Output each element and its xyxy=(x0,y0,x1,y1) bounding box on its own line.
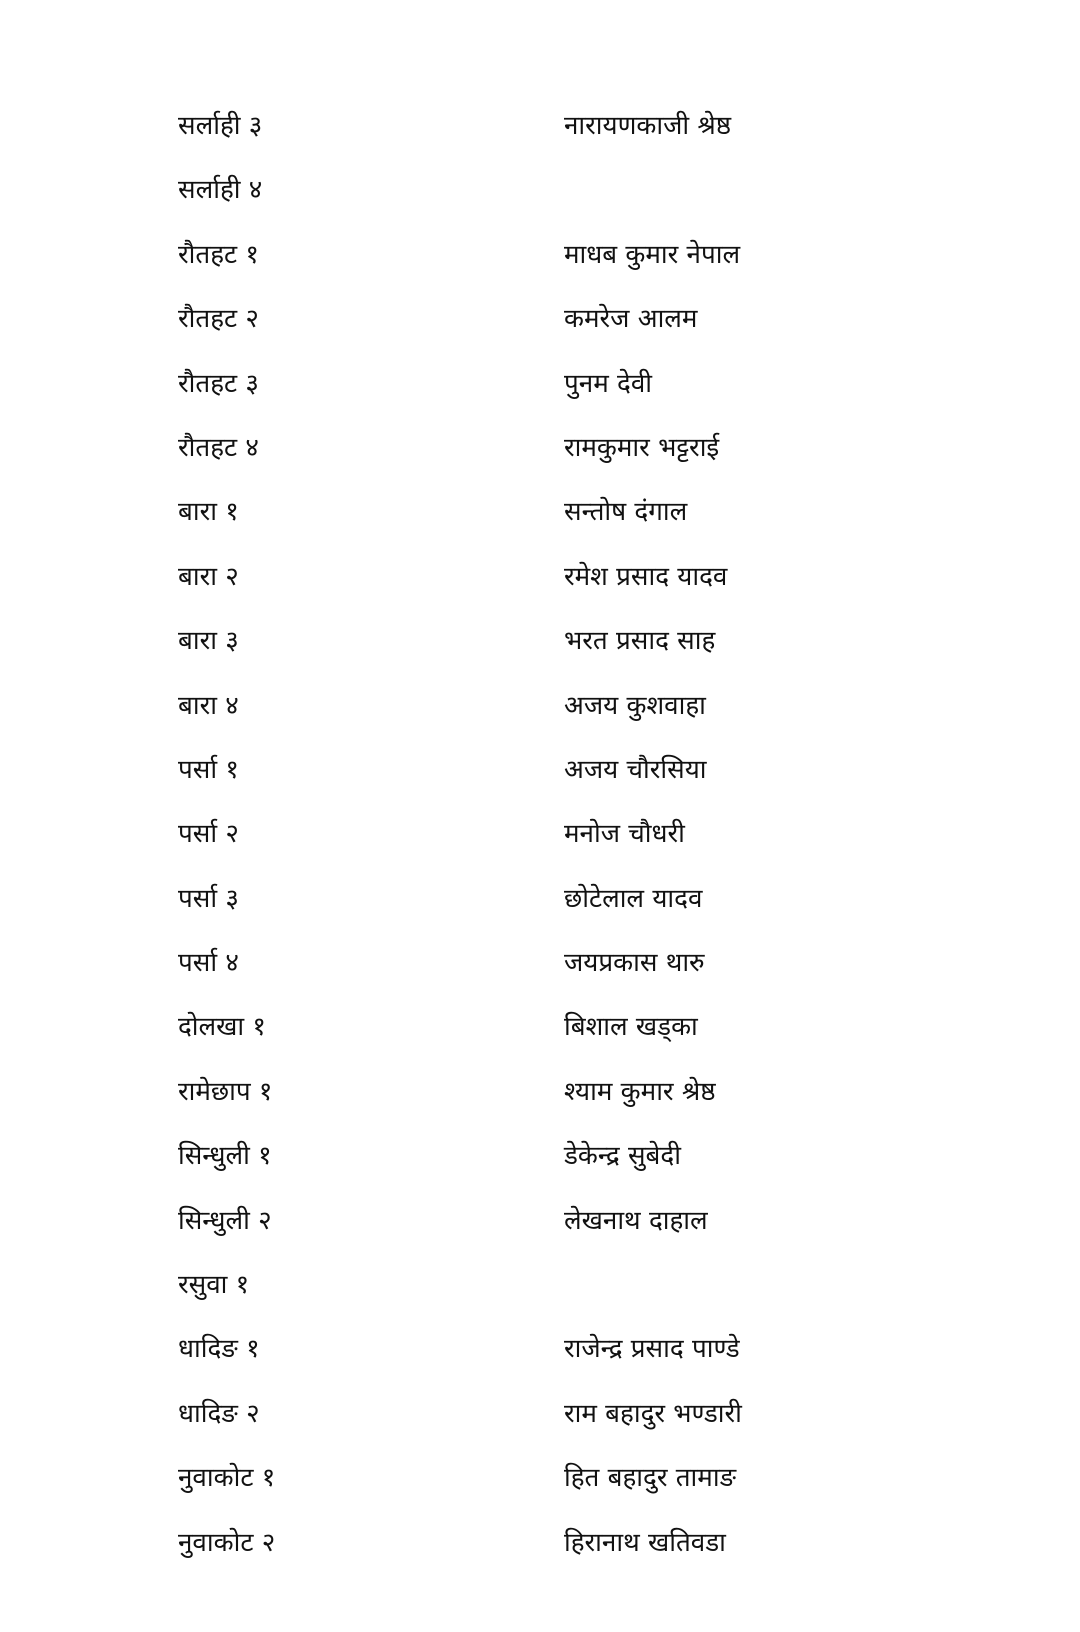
candidate-name: भरत प्रसाद साह xyxy=(564,626,716,657)
candidate-name: राम बहादुर भण्डारी xyxy=(564,1398,742,1429)
list-item xyxy=(178,168,938,232)
list-item xyxy=(178,877,938,941)
constituency-label: रसुवा १ xyxy=(178,1270,250,1301)
list-item xyxy=(178,1005,938,1069)
candidate-name: श्याम कुमार श्रेष्ठ xyxy=(564,1076,716,1107)
list-item xyxy=(178,1134,938,1198)
constituency-label: रौतहट ४ xyxy=(178,432,259,463)
constituency-label: बारा १ xyxy=(178,497,239,528)
candidate-name: लेखनाथ दाहाल xyxy=(564,1205,708,1236)
list-item xyxy=(178,1327,938,1391)
candidate-name: रमेश प्रसाद यादव xyxy=(564,561,728,592)
constituency-label: नुवाकोट २ xyxy=(178,1527,276,1558)
list-item xyxy=(178,1199,938,1263)
candidate-name: अजय कुशवाहा xyxy=(564,690,706,721)
list-item xyxy=(178,297,938,361)
constituency-label: पर्सा ३ xyxy=(178,883,239,914)
candidate-name: कमरेज आलम xyxy=(564,304,698,335)
list-item xyxy=(178,1521,938,1585)
candidate-name: सन्तोष दंगाल xyxy=(564,497,688,528)
list-item xyxy=(178,748,938,812)
constituency-label: पर्सा १ xyxy=(178,754,239,785)
list-item xyxy=(178,362,938,426)
constituency-label: सर्लाही ३ xyxy=(178,111,263,141)
constituency-label: सर्लाही ४ xyxy=(178,175,263,206)
constituency-label: रौतहट २ xyxy=(178,304,259,335)
candidate-name: डेकेन्द्र सुबेदी xyxy=(564,1141,681,1172)
candidate-name: छोटेलाल यादव xyxy=(564,883,703,914)
constituency-label: बारा ४ xyxy=(178,690,239,721)
candidate-name: नारायणकाजी श्रेष्ठ xyxy=(564,111,732,141)
list-item xyxy=(178,233,938,297)
list-item xyxy=(178,104,938,168)
list-item xyxy=(178,1456,938,1520)
candidate-name: पुनम देवी xyxy=(564,368,653,399)
candidate-list xyxy=(178,104,938,1585)
constituency-label: सिन्धुली १ xyxy=(178,1141,272,1172)
constituency-label: पर्सा २ xyxy=(178,819,239,850)
constituency-label: धादिङ १ xyxy=(178,1334,260,1365)
constituency-label: सिन्धुली २ xyxy=(178,1205,272,1236)
candidate-name: बिशाल खड्का xyxy=(564,1012,698,1043)
list-item xyxy=(178,1263,938,1327)
constituency-label: नुवाकोट १ xyxy=(178,1463,276,1494)
list-item xyxy=(178,812,938,876)
constituency-label: दोलखा १ xyxy=(178,1012,266,1043)
constituency-label: रौतहट ३ xyxy=(178,368,259,399)
constituency-label: धादिङ २ xyxy=(178,1398,260,1429)
candidate-name: माधब कुमार नेपाल xyxy=(564,239,741,270)
list-item xyxy=(178,941,938,1005)
list-item xyxy=(178,619,938,683)
constituency-label: बारा ३ xyxy=(178,626,239,657)
constituency-label: रामेछाप १ xyxy=(178,1076,273,1107)
candidate-name: हिरानाथ खतिवडा xyxy=(564,1527,726,1558)
candidate-name: राजेन्द्र प्रसाद पाण्डे xyxy=(564,1334,740,1365)
candidate-name: रामकुमार भट्टराई xyxy=(564,432,720,463)
list-item xyxy=(178,426,938,490)
constituency-label: पर्सा ४ xyxy=(178,948,239,979)
list-item xyxy=(178,490,938,554)
candidate-name: हित बहादुर तामाङ xyxy=(564,1463,737,1494)
list-item xyxy=(178,684,938,748)
constituency-label: बारा २ xyxy=(178,561,239,592)
list-item xyxy=(178,555,938,619)
list-item xyxy=(178,1070,938,1134)
candidate-name: अजय चौरसिया xyxy=(564,754,707,785)
candidate-name: जयप्रकास थारु xyxy=(564,948,705,979)
constituency-label: रौतहट १ xyxy=(178,239,259,270)
list-item xyxy=(178,1392,938,1456)
candidate-name: मनोज चौधरी xyxy=(564,819,685,850)
